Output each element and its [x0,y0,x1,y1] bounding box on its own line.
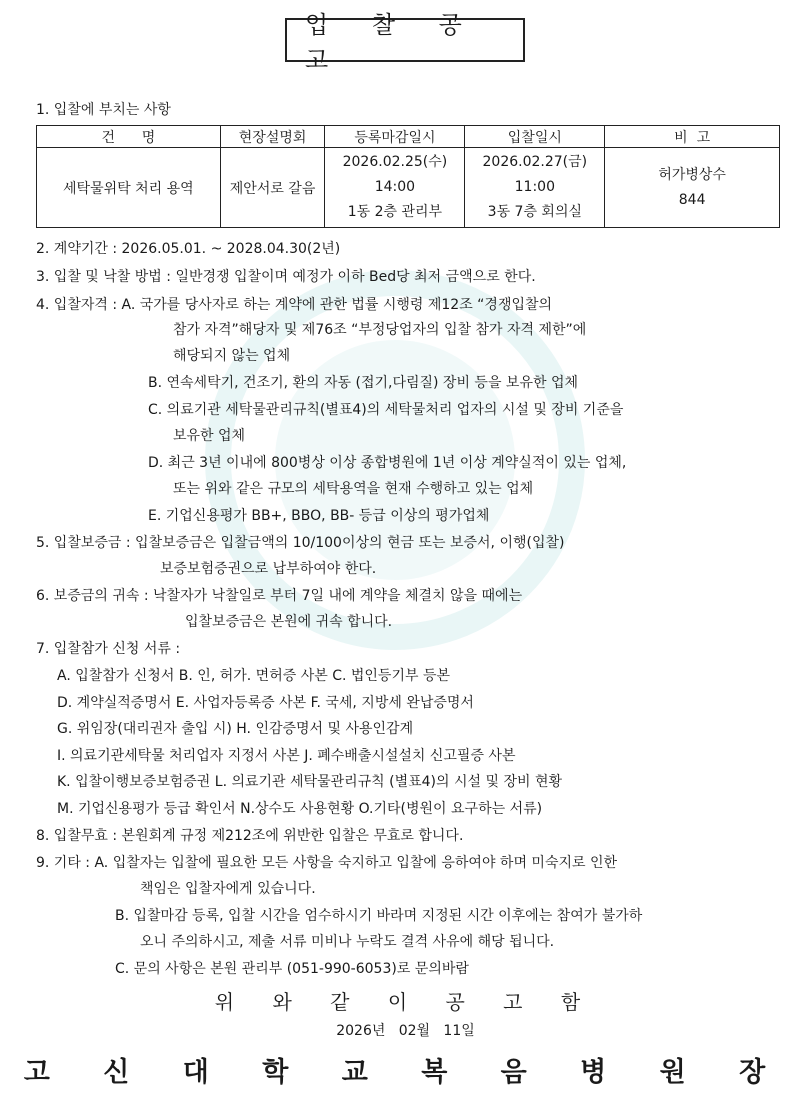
cell-remark [605,148,780,228]
table-row [37,148,780,228]
notice-date: 2026년 02월 11일 [336,1023,475,1039]
clause-8: 8. 입찰무효 : 본원회계 규정 제212조에 위반한 입찰은 무효로 합니다. [36,828,464,844]
clause-4c: C. 의료기관 세탁물관리규칙(별표4)의 세탁물처리 업자의 시설 및 장비 기준을 [148,402,624,418]
cell-bid [465,148,605,228]
cell-reg [325,148,465,228]
cell-name: 세탁물위탁 처리 용역 [37,148,221,228]
bid-place: 3동 7층 회의실 [487,204,582,220]
clause-5: 5. 입찰보증금 : 입찰보증금은 입찰금액의 10/100이상의 현금 또는 보증서, 이행(입찰) [36,535,565,551]
clause-6-cont: 입찰보증금은 본원에 귀속 합니다. [185,614,393,630]
clause-9a-cont: 책임은 입찰자에게 있습니다. [140,881,316,897]
clause-4b: B. 연속세탁기, 건조기, 환의 자동 (접기,다림질) 장비 등을 보유한 업체 [148,375,579,391]
clause-6: 6. 보증금의 귀속 : 낙찰자가 낙찰일로 부터 7일 내에 계약을 체결치 않을 때에는 [36,588,523,604]
clause-4a-cont2: 해당되지 않는 업체 [173,348,291,364]
clause-7-row6: M. 기업신용평가 등급 확인서 N.상수도 사용현황 O.기타(병원이 요구하는 서류) [57,801,543,817]
header-remark: 비 고 [605,126,780,148]
clause-4a-cont1: 참가 자격”해당자 및 제76조 “부정당업자의 입찰 참가 자격 제한”에 [173,322,587,338]
reg-time: 14:00 [374,179,416,195]
notice-title: 입 찰 공 고 [285,18,525,62]
remark-label: 허가병상수 [658,166,726,183]
clause-5-cont: 보증보험증권으로 납부하여야 한다. [160,561,377,577]
clause-4c-cont: 보유한 업체 [173,428,246,444]
clause-4d-cont: 또는 위와 같은 규모의 세탁용역을 현재 수행하고 있는 업체 [173,481,534,497]
clause-2: 2. 계약기간 : 2026.05.01. ~ 2028.04.30(2년) [36,241,341,257]
reg-place: 1동 2층 관리부 [347,204,443,220]
clause-7-row2: D. 계약실적증명서 E. 사업자등록증 사본 F. 국세, 지방세 완납증명서 [57,695,474,711]
clause-7-row1: A. 입찰참가 신청서 B. 인, 허가. 면허증 사본 C. 법인등기부 등본 [57,668,450,684]
clause-3: 3. 입찰 및 낙찰 방법 : 일반경쟁 입찰이며 예정가 이하 Bed당 최저 금액으로 한다. [36,269,536,285]
bid-table [36,125,780,228]
header-name: 건 명 [37,126,221,148]
clause-9c: C. 문의 사항은 본원 관리부 (051-990-6053)로 문의바람 [115,961,469,977]
section1-title: 1. 입찰에 부치는 사항 [36,102,171,118]
clause-9a: 9. 기타 : A. 입찰자는 입찰에 필요한 모든 사항을 숙지하고 입찰에 응하여야 하며 미숙지로 인한 [36,855,618,871]
clause-7-row4: I. 의료기관세탁물 처리업자 지정서 사본 J. 폐수배출시설설치 신고필증 사본 [57,748,516,764]
cell-briefing: 제안서로 갈음 [220,148,325,228]
clause-7: 7. 입찰참가 신청 서류 : [36,641,181,657]
clause-4a: 4. 입찰자격 : A. 국가를 당사자로 하는 계약에 관한 법률 시행령 제12조 “경쟁입찰의 [36,297,553,313]
reg-date: 2026.02.25(수) [342,154,448,170]
clause-7-row5: K. 입찰이행보증보험증권 L. 의료기관 세탁물관리규칙 (별표4)의 시설 및 장비 현황 [57,774,563,790]
bid-time: 11:00 [514,179,555,195]
remark-value: 844 [678,191,706,208]
bid-date: 2026.02.27(금) [482,154,588,170]
clause-9b: B. 입찰마감 등록, 입찰 시간을 엄수하시기 바라며 지정된 시간 이후에는 참여가 불가하 [115,908,643,924]
table-header-row [37,126,780,148]
issuer-name: 고 신 대 학 교 복 음 병 원 장 [23,1057,788,1088]
closing-statement: 위 와 같 이 공 고 함 [214,990,597,1014]
clause-9b-cont: 오니 주의하시고, 제출 서류 미비나 누락도 결격 사유에 해당 됩니다. [140,934,555,950]
clause-4e: E. 기업신용평가 BB+, BBO, BB- 등급 이상의 평가업체 [148,508,490,524]
header-bid-datetime: 입찰일시 [465,126,605,148]
clause-4d: D. 최근 3년 이내에 800병상 이상 종합병원에 1년 이상 계약실적이 있는 업체, [148,455,627,471]
header-reg-deadline: 등록마감일시 [325,126,465,148]
header-briefing: 현장설명회 [220,126,325,148]
clause-7-row3: G. 위임장(대리권자 출입 시) H. 인감증명서 및 사용인감계 [57,721,414,737]
